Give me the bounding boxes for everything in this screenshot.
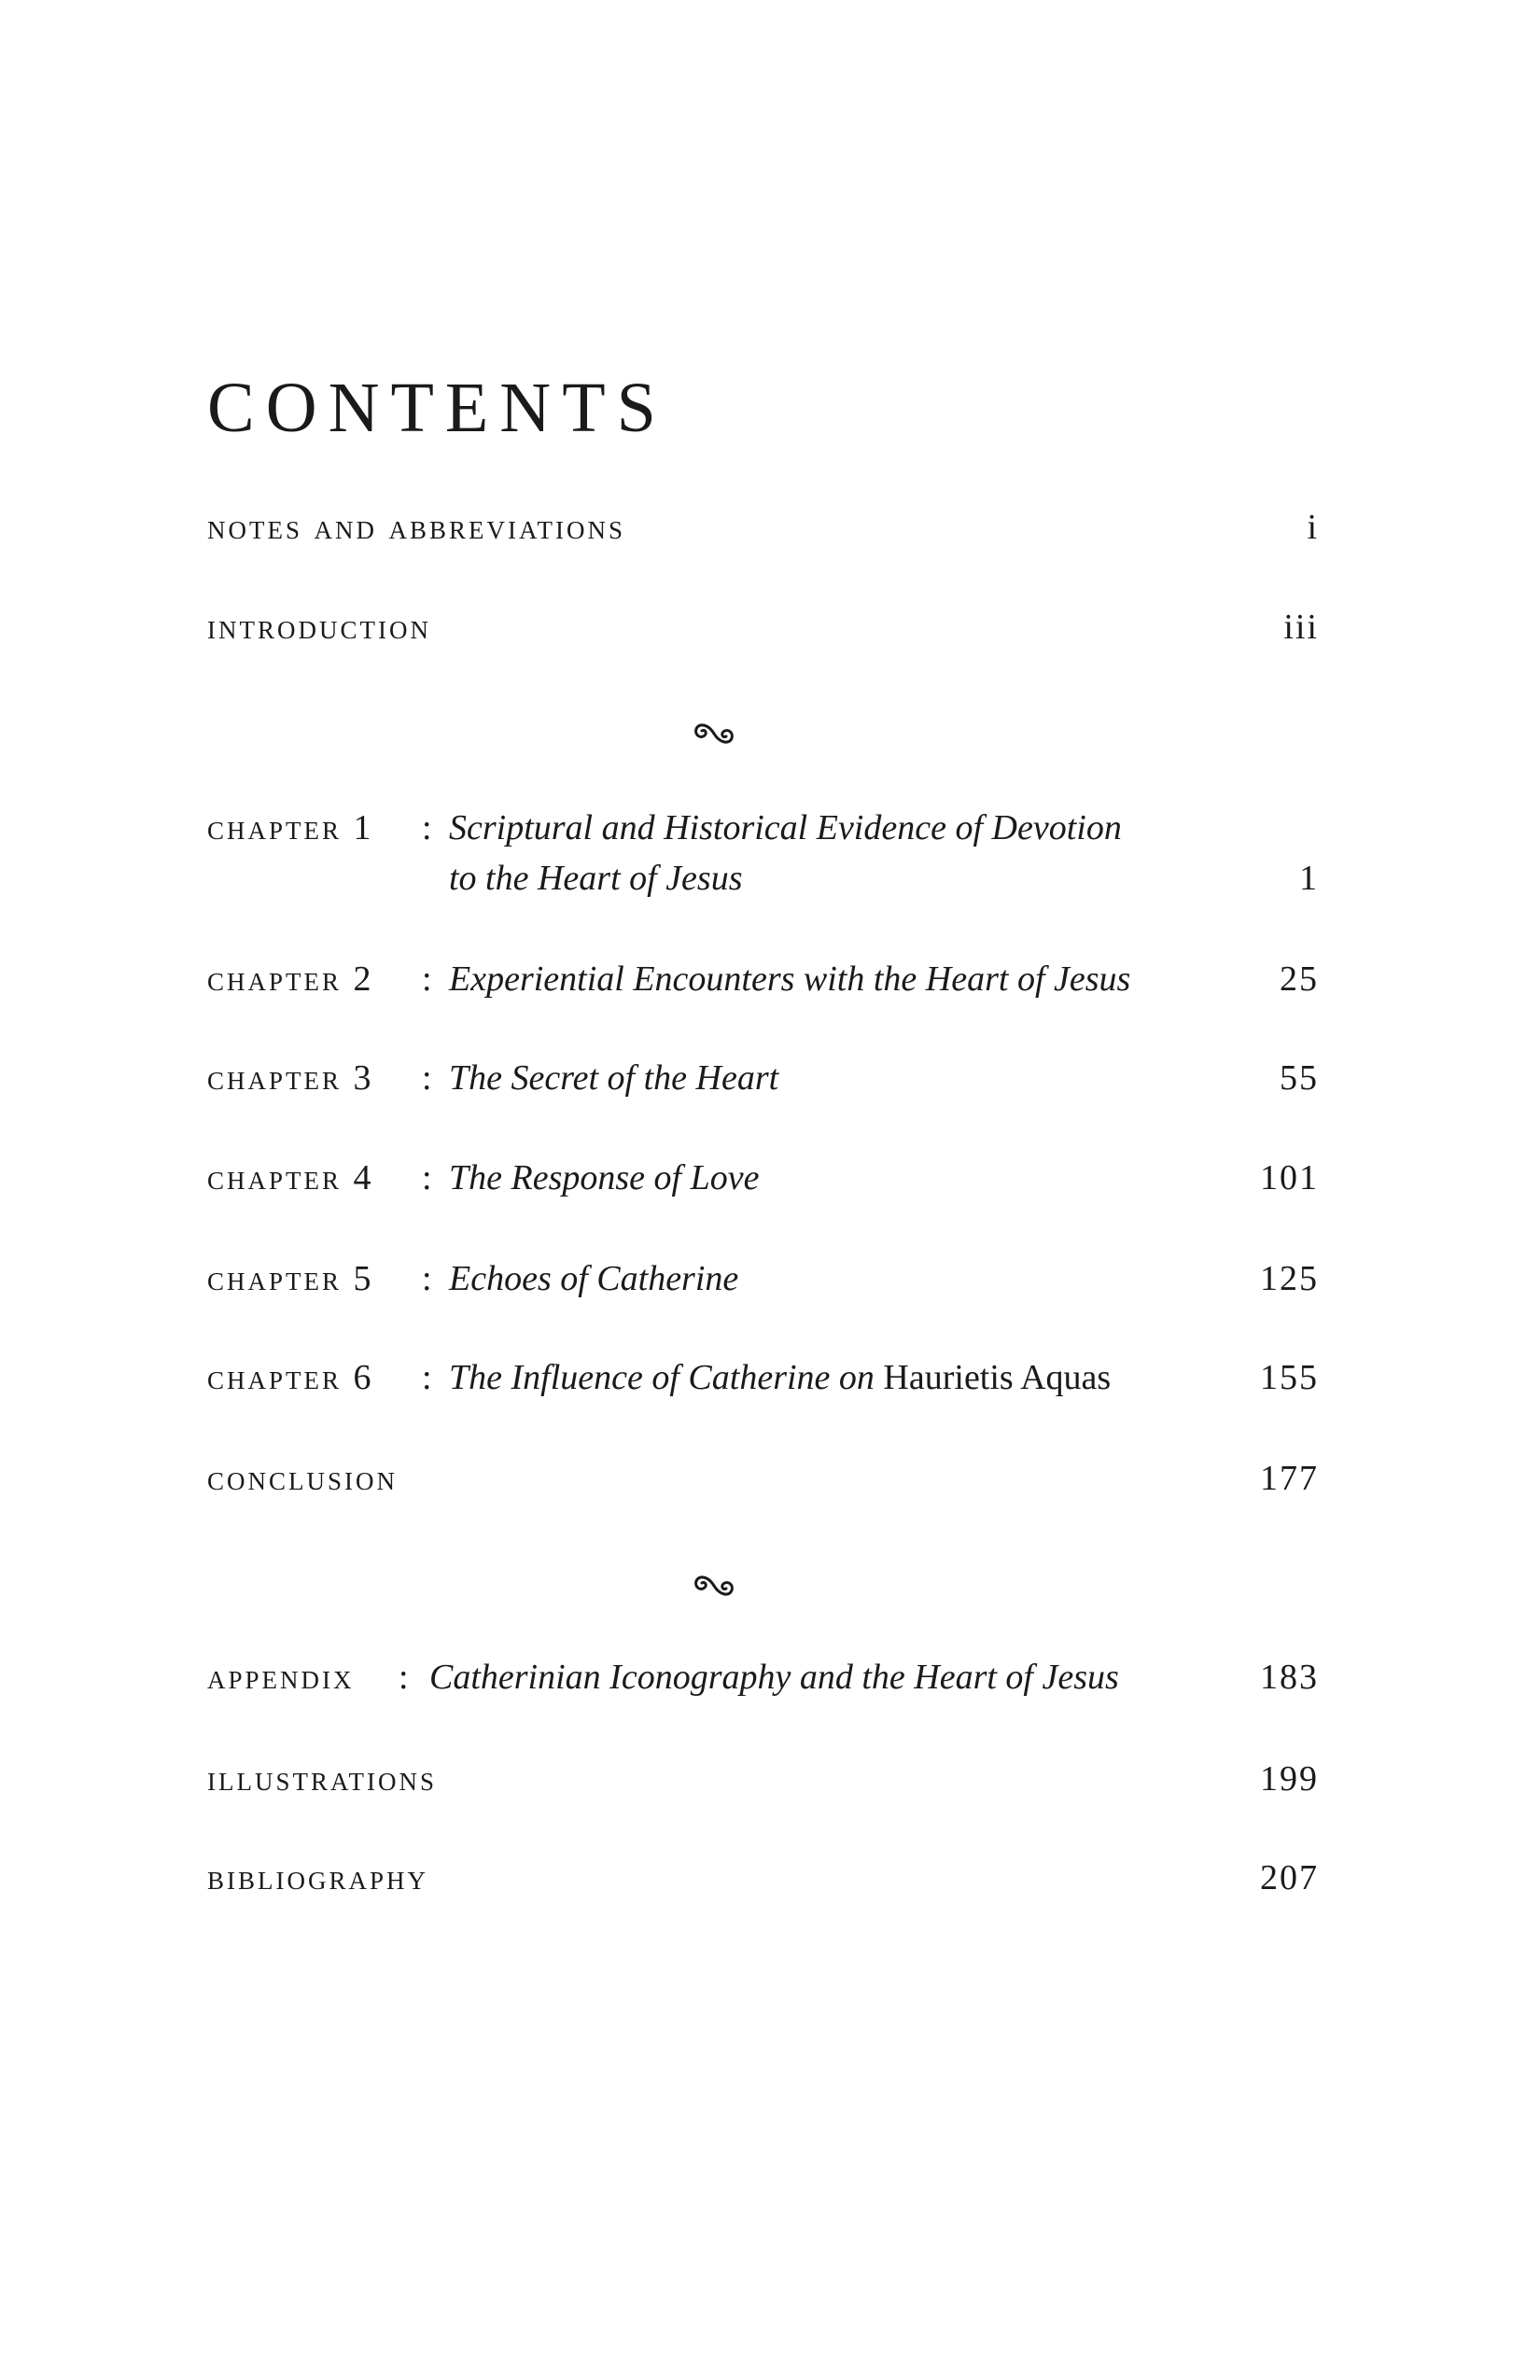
page-number: 55 <box>1280 1058 1319 1098</box>
entry-label: chapter 2 <box>207 959 374 999</box>
entry-label: introduction <box>207 608 431 647</box>
entry-separator: : <box>399 1658 409 1697</box>
entry-title: Catherinian Iconography and the Heart of Jesus <box>429 1658 1119 1697</box>
entry-title-continued: to the Heart of Jesus <box>449 859 743 898</box>
entry-label: chapter 5 <box>207 1259 374 1298</box>
entry-separator: : <box>422 1058 432 1098</box>
entry-title: The Response of Love <box>449 1158 760 1197</box>
entry-label: notes and abbreviations <box>207 508 626 547</box>
fleuron-icon-svg <box>692 720 736 748</box>
entry-label: illustrations <box>207 1759 437 1799</box>
entry-title <box>449 1352 1111 1403</box>
page-number: 101 <box>1260 1158 1319 1197</box>
page-number: 155 <box>1260 1358 1319 1397</box>
entry-label: chapter 6 <box>207 1358 374 1397</box>
entry-title-work: Haurietis Aquas <box>883 1358 1112 1397</box>
entry-label: chapter 3 <box>207 1058 374 1098</box>
entry-title: Scriptural and Historical Evidence of Devotion <box>449 808 1122 847</box>
entry-separator: : <box>422 808 432 847</box>
page-number: 177 <box>1260 1459 1319 1498</box>
fleuron-icon <box>686 1569 742 1606</box>
page-number: 207 <box>1260 1858 1319 1897</box>
page-number: 25 <box>1280 959 1319 999</box>
entry-title-italic: The Influence of Catherine on <box>449 1358 875 1397</box>
page-number: 125 <box>1260 1259 1319 1298</box>
entry-separator: : <box>422 1358 432 1397</box>
entry-label: appendix <box>207 1658 355 1697</box>
entry-title: Echoes of Catherine <box>449 1259 739 1298</box>
entry-title: Experiential Encounters with the Heart of Jesus <box>449 959 1131 999</box>
page-number: 183 <box>1260 1658 1319 1697</box>
entry-label: chapter 4 <box>207 1158 374 1197</box>
page-number: iii <box>1283 608 1319 647</box>
entry-label: bibliography <box>207 1858 429 1897</box>
fleuron-icon <box>686 717 742 754</box>
fleuron-icon-svg <box>692 1572 736 1600</box>
page-number: 199 <box>1260 1759 1319 1799</box>
entry-separator: : <box>422 1259 432 1298</box>
entry-label: chapter 1 <box>207 808 374 847</box>
entry-separator: : <box>422 1158 432 1197</box>
entry-title: The Secret of the Heart <box>449 1058 779 1098</box>
toc-entry-chapter-1[interactable] <box>207 803 1319 905</box>
entry-separator: : <box>422 959 432 999</box>
page-title: CONTENTS <box>207 368 667 447</box>
entry-label: conclusion <box>207 1459 399 1498</box>
page-number: 1 <box>1299 859 1319 898</box>
page-number: i <box>1307 508 1319 547</box>
